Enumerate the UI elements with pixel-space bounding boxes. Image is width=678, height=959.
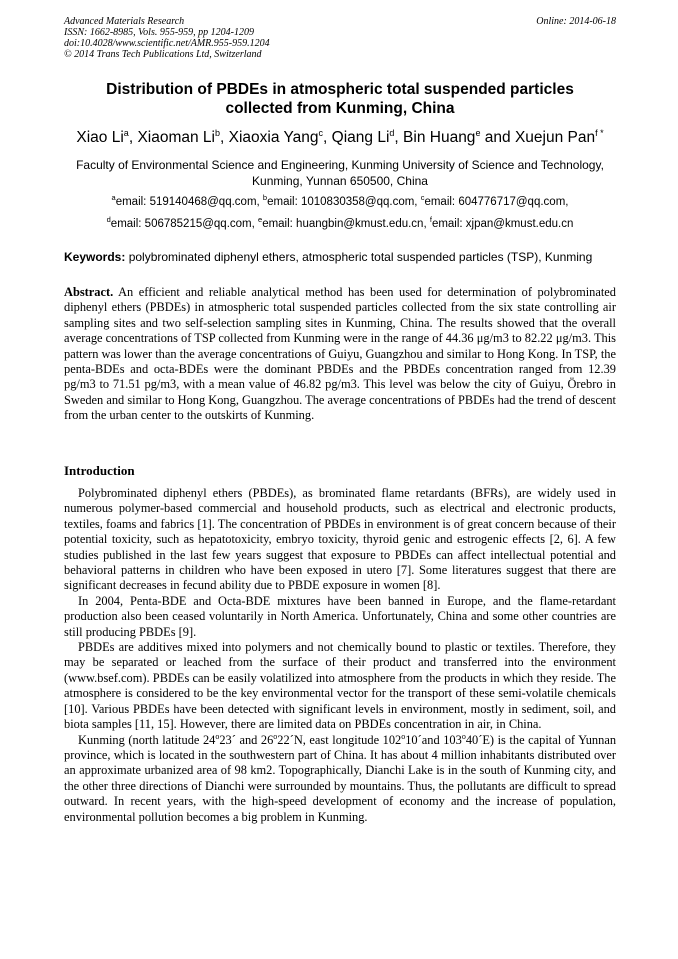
title-line-2: collected from Kunming, China [225, 100, 455, 117]
author: Bin Huang$^e$ and [403, 128, 515, 146]
keywords-text: polybrominated diphenyl ethers, atmospheric total suspended particles (TSP), Kunming [125, 250, 593, 264]
abstract-text: An efficient and reliable analytical method has been used for determination of polybrominated diphenyl ethers (PBDEs) in atmospheric total suspended particles collected from the six state controlling air sampling sites and two self-selection sampling sites in Kunming, China. The results showed that the overall average concentrations of TSP collected from Kunming were in the range of 44.36 μg/m3 to 82.22 μg/m3. This pattern was lower than the average concentrations of Guiyu, Guangzhou and similar to Hong Kong. In TSP, the penta-BDEs and octa-BDEs were the dominant PBDEs and the PBDEs concentration ranged from 12.39 pg/m3 to 71.51 pg/m3, with a mean value of 46.82 pg/m3. This level was below the city of Guiyu, Örebro in Sweden and similar to Hong Kong, Guangzhou. The average concentrations of PBDEs had the trend of descent from the urban center to the outskirts of Kunming. [64, 285, 616, 423]
paragraph: PBDEs are additives mixed into polymers and not chemically bound to plastic or textiles. Therefore, they may be separated or leached from the surface of their product and transferred into the environment (www.bsef.com). PBDEs can be easily volatilized into atmosphere from the products in which they reside. The atmosphere is considered to be the key environmental vector for the transport of these semi-volatile chemicals [10]. Various PBDEs have been detected with significant levels in environment, mostly in sediment, soil, and biota samples [11, 15]. However, there are limited data on PBDEs concentration in air, in China. [64, 640, 616, 732]
section-heading-introduction: Introduction [64, 463, 135, 478]
doi-line: doi:10.4028/www.scientific.net/AMR.955-959.1204 [64, 38, 270, 49]
keywords [64, 250, 616, 265]
email-text: email: 519140468@qq.com, [115, 196, 263, 208]
email-text: email: huangbin@kmust.edu.cn, [262, 218, 430, 230]
keywords-label: Keywords: [64, 250, 126, 264]
online-date: Online: 2014-06-18 [536, 16, 616, 27]
email-text: email: 506785215@qq.com, [110, 218, 259, 230]
title-line-1: Distribution of PBDEs in atmospheric total suspended particles [106, 81, 574, 98]
copyright-line: © 2014 Trans Tech Publications Ltd, Switzerland [64, 49, 262, 60]
abstract [64, 285, 616, 424]
affiliation [64, 157, 616, 189]
paper-title [64, 80, 616, 118]
abstract-label: Abstract. [64, 285, 114, 299]
email-line-2: $^d$email: 506785215@qq.com, $^e$email: huangbin@kmust.edu.cn, $^f$email: xjpan@kmust.edu.cn [106, 215, 574, 230]
paragraph: Kunming (north latitude 24$^o$23´ and 26$^o$22´N, east longitude 102$^o$10´and 103$^o$40´E) is the capital of Yunnan province, which is located in the southwestern part of China. It has about 4 million inhabitants distributed over an approximate urbanized area of 98 km2. Topographically, Dianchi Lake is in the south of Kunming city, and the other three directions of Dianchi were surrounded by mountains. Thus, the pollutants are difficult to spread outward. In recent years, with the high-speed development of economy and the increase of population, environmental pollution becomes a big problem in Kunming. [64, 731, 617, 824]
author: Xiaoxia Yang$^c$, [228, 128, 332, 146]
introduction-body [64, 486, 616, 825]
journal-name: Advanced Materials Research [64, 16, 185, 27]
affiliation-line-1: Faculty of Environmental Science and Engineering, Kunming University of Science and Technology, [76, 158, 604, 172]
paragraph: In 2004, Penta-BDE and Octa-BDE mixtures have been banned in Europe, and the flame-retardant production also been ceased voluntarily in North America. Unfortunately, China and some other countries are still producing PBDEs [9]. [64, 593, 616, 639]
author: Qiang Li$^d$, [331, 128, 404, 146]
author: Xuejun Pan$^{f *}$ [514, 128, 604, 146]
email-text: email: 1010830358@qq.com, [267, 196, 421, 208]
journal-header [64, 16, 616, 60]
email-text: email: xjpan@kmust.edu.cn [431, 218, 574, 230]
issn-line: ISSN: 1662-8985, Vols. 955-959, pp 1204-1209 [64, 27, 254, 38]
author: Xiao Li$^a$, [76, 128, 138, 146]
affiliation-line-2: Kunming, Yunnan 650500, China [252, 174, 428, 188]
author-list [64, 128, 616, 148]
author: Xiaoman Li$^b$, [137, 128, 229, 146]
email-list [64, 191, 616, 235]
email-text: email: 604776717@qq.com, [424, 196, 569, 208]
email-line-1: $^a$email: 519140468@qq.com, $^b$email: 1010830358@qq.com, $^c$email: 604776717@qq.com, [111, 193, 569, 208]
paragraph: Polybrominated diphenyl ethers (PBDEs), as brominated flame retardants (BFRs), are widely used in numerous polymer-based commercial and household products, such as electrical and electronic products, textiles, foams and fabrics [1]. The concentration of PBDEs in environment is of great concern because of their potential toxicity, such as hepatotoxicity, embryo toxicity, thyroid genic and estrogenic effects [2, 6]. A few studies published in the last few years suggest that exposure to PBDEs can affect intellectual potential and behavioral patterns in children who have been exposed in utero [7]. Some literatures suggest that there are significant decreases in fecund ability due to PBDE exposure in women [8]. [64, 486, 616, 593]
